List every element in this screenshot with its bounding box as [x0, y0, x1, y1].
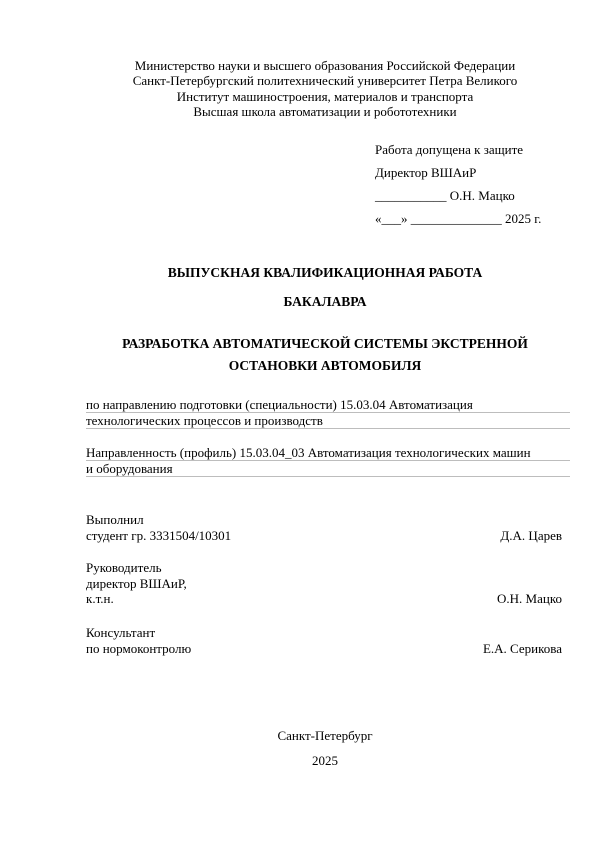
city: Санкт-Петербург [277, 728, 373, 743]
institute-line: Институт машиностроения, материалов и транспорта [176, 88, 474, 104]
profile-block [86, 445, 570, 477]
performer-block [86, 512, 562, 543]
supervisor-degree: к.т.н. [86, 591, 114, 606]
topic-line-2: ОСТАНОВКИ АВТОМОБИЛЯ [228, 358, 422, 373]
direction-block [86, 397, 570, 429]
approval-signature: ___________ О.Н. Мацко [375, 188, 515, 203]
approval-admitted: Работа допущена к защите [375, 142, 524, 157]
thesis-topic [60, 333, 590, 377]
university-line: Санкт-Петербургский политехнический университет Петра Великого [132, 73, 518, 89]
work-type-line-2: БАКАЛАВРА [283, 294, 367, 309]
topic-line-1: РАЗРАБОТКА АВТОМАТИЧЕСКОЙ СИСТЕМЫ ЭКСТРЕННОЙ [122, 336, 528, 351]
direction-line-1: по направлению подготовки (специальности) 15.03.04 Автоматизация [86, 397, 570, 413]
approval-block [375, 138, 541, 230]
performer-role: Выполнил [86, 512, 144, 527]
ministry-line: Министерство науки и высшего образования Российской Федерации [134, 58, 516, 73]
consultant-block [86, 625, 562, 656]
profile-line-2: и оборудования [86, 461, 570, 477]
approval-position: Директор ВШАиР [375, 165, 477, 180]
supervisor-block [86, 560, 562, 607]
work-type-title [60, 258, 590, 316]
consultant-role: Консультант [86, 625, 156, 640]
approval-date: «___» ______________ 2025 г. [375, 211, 542, 226]
supervisor-role: Руководитель [86, 560, 162, 575]
performer-name: Д.А. Царев [500, 527, 562, 543]
year: 2025 [312, 753, 338, 768]
profile-line-1: Направленность (профиль) 15.03.04_03 Автоматизация технологических машин [86, 445, 570, 461]
school-line: Высшая школа автоматизации и робототехники [193, 103, 457, 119]
direction-line-2: технологических процессов и производств [86, 413, 570, 429]
supervisor-position: директор ВШАиР, [86, 575, 187, 591]
consultant-name: Е.А. Серикова [482, 640, 562, 656]
institution-header [60, 58, 590, 119]
performer-group: студент гр. 3331504/10301 [86, 527, 232, 543]
supervisor-name: О.Н. Мацко [497, 591, 562, 606]
consultant-area: по нормоконтролю [86, 640, 192, 656]
work-type-line-1: ВЫПУСКНАЯ КВАЛИФИКАЦИОННАЯ РАБОТА [167, 265, 483, 280]
